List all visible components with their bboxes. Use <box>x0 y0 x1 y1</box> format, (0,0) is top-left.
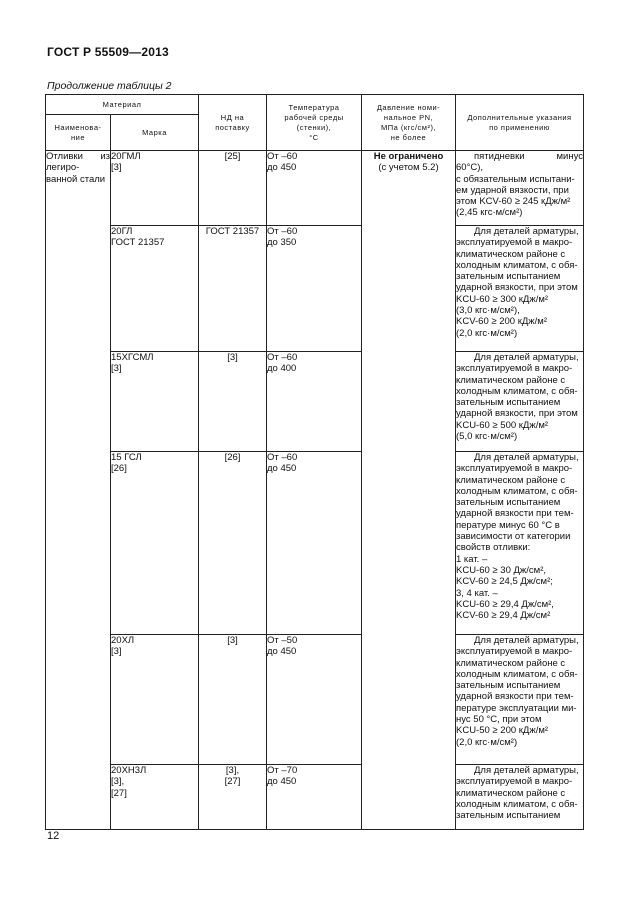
header-pressure: Давление номи- нальное PN, МПа (кгс/см²), не более <box>362 95 456 151</box>
note-line: холодным климатом, с обя- <box>456 668 578 680</box>
table-row <box>46 635 584 765</box>
note-line: климатическом районе с <box>456 787 566 799</box>
temperature-cell: От –60 до 450 <box>267 151 362 226</box>
note-line: (5,0 кгс·м/см²) <box>456 431 518 443</box>
materials-table <box>45 94 584 830</box>
note-line: (2,45 кгс·м/см²) <box>456 207 523 219</box>
note-line: эксплуатируемой в макро- <box>456 776 573 788</box>
nd-cell: ГОСТ 21357 <box>199 226 267 352</box>
table-continuation-caption: Продолжение таблицы 2 <box>47 80 172 92</box>
note-line: нус 50 °С, при этом <box>456 714 542 726</box>
note-line: пятидневки минус 60°С), <box>456 151 583 174</box>
mark-cell: 15 ГСЛ [26] <box>111 452 199 635</box>
nd-cell: [25] <box>199 151 267 226</box>
note-line: свойств отливки: <box>456 542 531 554</box>
header-nd: НД на поставку <box>199 95 267 151</box>
note-line: холодным климатом, с обя- <box>456 385 578 397</box>
note-line: ударной вязкости, при этом <box>456 282 578 294</box>
note-line: зательным испытанием <box>456 497 561 509</box>
note-line: (2,0 кгс·м/см²) <box>456 327 518 339</box>
note-line: (2,0 кгс·м/см²) <box>456 736 518 748</box>
notes-cell <box>456 765 584 830</box>
table-row <box>46 151 584 226</box>
note-line: KCU-60 ≥ 300 кДж/м² <box>456 293 549 305</box>
note-line: зательным испытанием <box>456 810 561 822</box>
note-line: холодным климатом, с обя- <box>456 798 578 810</box>
note-line: холодным климатом, с обя- <box>456 259 578 271</box>
note-line: Для деталей арматуры, <box>474 226 579 237</box>
header-notes: Дополнительные указания по применению <box>456 95 584 151</box>
nd-cell: [3] <box>199 352 267 452</box>
nd-cell: [3] <box>199 635 267 765</box>
note-line: KCV-60 ≥ 200 кДж/м² <box>456 316 548 328</box>
mark-cell: 20ГЛ ГОСТ 21357 <box>111 226 199 352</box>
notes-cell <box>456 452 584 635</box>
mark-cell: 20ХН3Л [3], [27] <box>111 765 199 830</box>
nd-cell: [26] <box>199 452 267 635</box>
note-line: этом KCV-60 ≥ 245 кДж/м² <box>456 196 571 208</box>
note-line: Для деталей арматуры, <box>474 765 579 776</box>
note-line: пературе эксплуатации ми- <box>456 702 577 714</box>
note-line: ем ударной вязкости, при <box>456 184 569 196</box>
temperature-cell: От –60 до 350 <box>267 226 362 352</box>
temperature-cell: От –60 до 400 <box>267 352 362 452</box>
note-line: с обязательным испытани- <box>456 173 575 185</box>
note-line: Для деталей арматуры, <box>474 452 579 463</box>
note-line: ударной вязкости при тем- <box>456 691 574 703</box>
note-line: зательным испытанием <box>456 271 561 283</box>
note-line: Для деталей арматуры, <box>474 352 579 363</box>
note-line: эксплуатируемой в макро- <box>456 463 573 475</box>
header-temperature: Температура рабочей среды (стенки), °С <box>267 95 362 151</box>
table-row <box>46 765 584 830</box>
material-name: Отливки из легиро-ванной стали <box>46 151 111 830</box>
note-line: климатическом районе с <box>456 248 566 260</box>
mark-cell: 20ХЛ [3] <box>111 635 199 765</box>
notes-cell <box>456 151 584 226</box>
note-line: зательным испытанием <box>456 680 561 692</box>
table-row <box>46 226 584 352</box>
temperature-cell: От –50 до 450 <box>267 635 362 765</box>
notes-cell <box>456 352 584 452</box>
header-material: Материал <box>46 95 199 115</box>
mark-cell: 20ГМЛ [3] <box>111 151 199 226</box>
note-line: климатическом районе с <box>456 657 566 669</box>
table-row <box>46 452 584 635</box>
note-line: KCU-60 ≥ 29,4 Дж/см², <box>456 598 554 610</box>
pressure-value: Не ограничено <box>373 151 444 162</box>
table-row <box>46 352 584 452</box>
note-line: климатическом районе с <box>456 474 566 486</box>
note-line: эксплуатируемой в макро- <box>456 237 573 249</box>
page-number: 12 <box>47 830 60 842</box>
note-line: пературе минус 60 °С в <box>456 519 560 531</box>
notes-cell <box>456 635 584 765</box>
note-line: климатическом районе с <box>456 374 566 386</box>
temperature-cell: От –60 до 450 <box>267 452 362 635</box>
header-mark: Марка <box>111 115 199 151</box>
note-line: KCU-50 ≥ 200 кДж/м² <box>456 725 549 737</box>
note-line: Для деталей арматуры, <box>474 635 579 646</box>
note-line: холодным климатом, с обя- <box>456 485 578 497</box>
note-line: KCV-60 ≥ 24,5 Дж/см²; <box>456 576 553 588</box>
mark-cell: 15ХГСМЛ [3] <box>111 352 199 452</box>
header-name: Наименова- ние <box>46 115 111 151</box>
document-standard-title: ГОСТ Р 55509—2013 <box>47 45 169 59</box>
temperature-cell: От –70 до 450 <box>267 765 362 830</box>
note-line: ударной вязкости при тем- <box>456 508 574 520</box>
pressure-cell <box>362 151 456 830</box>
pressure-note: (с учетом 5.2) <box>378 162 439 174</box>
note-line: KCU-60 ≥ 30 Дж/см², <box>456 564 546 576</box>
note-line: KCU-60 ≥ 500 кДж/м² <box>456 419 549 431</box>
note-line: эксплуатируемой в макро- <box>456 646 573 658</box>
notes-cell <box>456 226 584 352</box>
note-line: зависимости от категории <box>456 531 571 543</box>
note-line: KCV-60 ≥ 29,4 Дж/см² <box>456 610 551 622</box>
note-line: 1 кат. – <box>456 553 488 565</box>
note-line: эксплуатируемой в макро- <box>456 363 573 375</box>
note-line: ударной вязкости, при этом <box>456 408 578 420</box>
note-line: 3, 4 кат. – <box>456 587 498 599</box>
nd-cell: [3], [27] <box>199 765 267 830</box>
note-line: (3,0 кгс·м/см²), <box>456 305 520 317</box>
note-line: зательным испытанием <box>456 397 561 409</box>
